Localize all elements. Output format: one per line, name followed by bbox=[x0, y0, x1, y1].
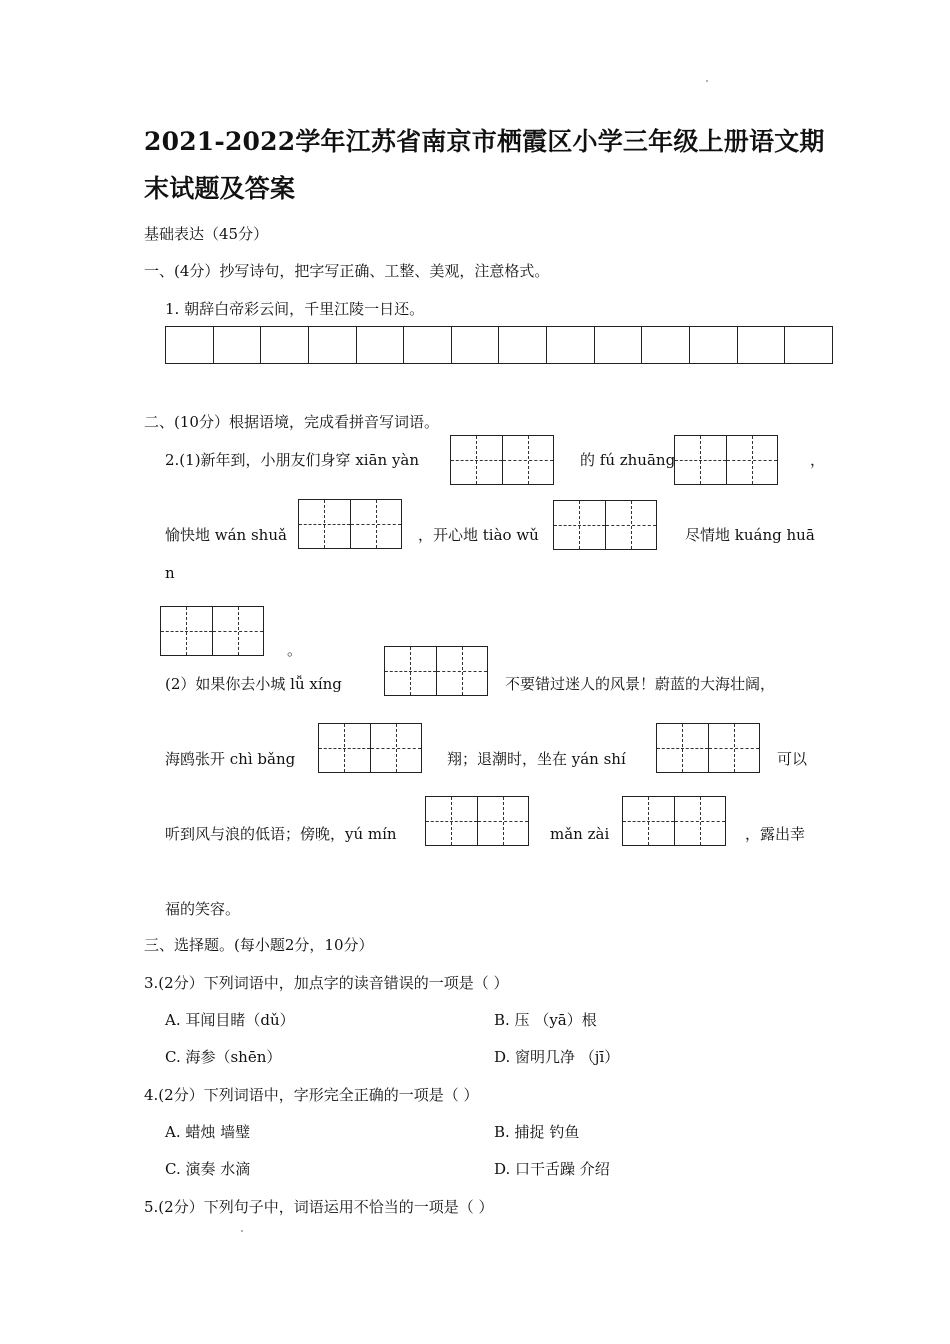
q3-section-heading: 三、选择题。(每小题2分，10分） bbox=[144, 936, 374, 954]
q2-line2-text-a: 愉快地 wán shuǎ bbox=[165, 526, 287, 544]
q2-line1-text-c: ， bbox=[810, 451, 826, 469]
pinyin-box-xianyan[interactable] bbox=[450, 435, 554, 485]
q3-option-b[interactable]: B. 压 （yā）根 bbox=[494, 1011, 597, 1029]
section-basic-heading: 基础表达（45分） bbox=[144, 225, 269, 243]
writing-cell[interactable] bbox=[785, 327, 832, 363]
writing-cell[interactable] bbox=[499, 327, 547, 363]
pinyin-box-kuanghuan[interactable] bbox=[160, 606, 264, 656]
bottom-speck bbox=[241, 1230, 243, 1232]
q4-option-a[interactable]: A. 蜡烛 墙璧 bbox=[165, 1123, 251, 1141]
q2-line1-text-b: 的 fú zhuāng bbox=[580, 451, 676, 469]
pinyin-box-wanshua[interactable] bbox=[298, 499, 402, 549]
writing-cell[interactable] bbox=[595, 327, 643, 363]
writing-cell[interactable] bbox=[309, 327, 357, 363]
q2-line5-text-a: 海鸥张开 chì bǎng bbox=[165, 750, 296, 768]
q3-option-d[interactable]: D. 窗明几净 （jī） bbox=[494, 1048, 620, 1066]
writing-cell[interactable] bbox=[214, 327, 262, 363]
q5-stem: 5.(2分）下列句子中，词语运用不恰当的一项是（ ） bbox=[144, 1198, 494, 1216]
page-title-line-2: 末试题及答案 bbox=[144, 174, 296, 203]
q2-line4-text-a: (2）如果你去小城 lǚ xíng bbox=[165, 675, 342, 693]
writing-cell[interactable] bbox=[452, 327, 500, 363]
pinyin-box-yanshi[interactable] bbox=[656, 723, 760, 773]
writing-cell[interactable] bbox=[642, 327, 690, 363]
q2-line4-text-b: 不要错过迷人的风景！蔚蓝的大海壮阔， bbox=[505, 675, 776, 693]
writing-cell[interactable] bbox=[404, 327, 452, 363]
q2-heading: 二、(10分）根据语境，完成看拼音写词语。 bbox=[144, 413, 439, 431]
q2-line2-text-d: n bbox=[165, 564, 175, 582]
writing-cell[interactable] bbox=[357, 327, 405, 363]
q2-line2-text-c: 尽情地 kuáng huā bbox=[685, 526, 815, 544]
q4-option-b[interactable]: B. 捕捉 钓鱼 bbox=[494, 1123, 580, 1141]
pinyin-box-manzai[interactable] bbox=[622, 796, 726, 846]
q3-option-a[interactable]: A. 耳闻目睹（dǔ） bbox=[165, 1011, 295, 1029]
writing-cell[interactable] bbox=[166, 327, 214, 363]
copy-writing-grid bbox=[165, 326, 833, 364]
pinyin-box-yumin[interactable] bbox=[425, 796, 529, 846]
q2-line6-text-c: ，露出幸 bbox=[745, 825, 806, 843]
q2-line2-text-b: ，开心地 tiào wǔ bbox=[418, 526, 539, 544]
q1-item: 1. 朝辞白帝彩云间，千里江陵一日还。 bbox=[165, 300, 425, 318]
q2-line5-text-c: 可以 bbox=[777, 750, 808, 768]
q4-option-d[interactable]: D. 口干舌躁 介绍 bbox=[494, 1160, 610, 1178]
q3-option-c[interactable]: C. 海参（shēn） bbox=[165, 1048, 282, 1066]
q3-stem: 3.(2分）下列词语中，加点字的读音错误的一项是（ ） bbox=[144, 974, 509, 992]
q4-option-c[interactable]: C. 演奏 水滴 bbox=[165, 1160, 251, 1178]
writing-cell[interactable] bbox=[690, 327, 738, 363]
q2-line7: 福的笑容。 bbox=[165, 900, 241, 918]
writing-cell[interactable] bbox=[738, 327, 786, 363]
q2-line3-period: 。 bbox=[287, 641, 303, 659]
corner-speck bbox=[706, 80, 708, 82]
q2-line6-text-b: mǎn zài bbox=[550, 825, 610, 843]
q2-line5-text-b: 翔；退潮时，坐在 yán shí bbox=[447, 750, 626, 768]
pinyin-box-tiaowu[interactable] bbox=[553, 500, 657, 550]
q2-line1-text-a: 2.(1)新年到，小朋友们身穿 xiān yàn bbox=[165, 451, 420, 469]
pinyin-box-chibang[interactable] bbox=[318, 723, 422, 773]
pinyin-box-fuzhuang[interactable] bbox=[674, 435, 778, 485]
writing-cell[interactable] bbox=[261, 327, 309, 363]
writing-cell[interactable] bbox=[547, 327, 595, 363]
q2-line6-text-a: 听到风与浪的低语；傍晚，yú mín bbox=[165, 825, 397, 843]
q4-stem: 4.(2分）下列词语中，字形完全正确的一项是（ ） bbox=[144, 1086, 479, 1104]
q1-heading: 一、(4分）抄写诗句，把字写正确、工整、美观，注意格式。 bbox=[144, 262, 550, 280]
page-title-line-1: 2021-2022学年江苏省南京市栖霞区小学三年级上册语文期 bbox=[144, 127, 825, 156]
pinyin-box-lvxing[interactable] bbox=[384, 646, 488, 696]
